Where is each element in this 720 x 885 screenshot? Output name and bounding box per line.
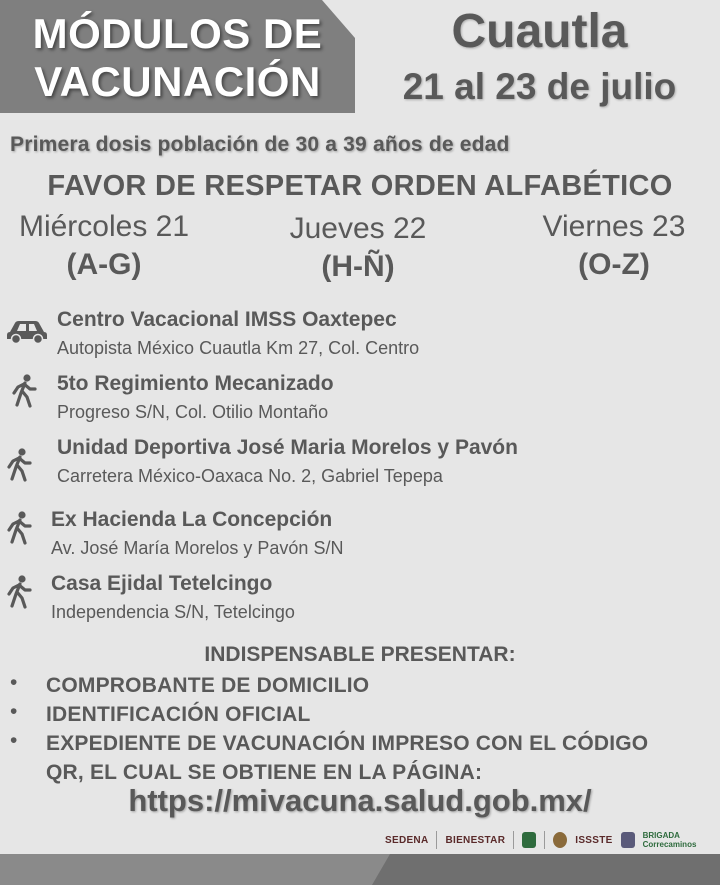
city-title: Cuautla: [451, 5, 628, 58]
state-logo-icon: [621, 832, 635, 848]
institution-logos: [385, 827, 720, 853]
vaccination-registry-link[interactable]: https://mivacuna.salud.gob.mx/: [128, 783, 592, 818]
site-item-regimiento: [0, 370, 720, 430]
list-item: [0, 671, 720, 700]
divider: [436, 831, 437, 849]
day-name: Miércoles 21: [18, 210, 190, 243]
crest-logo-icon: [553, 832, 567, 848]
site-name: Unidad Deportiva José Maria Morelos y Pavón: [57, 436, 518, 459]
site-name: 5to Regimiento Mecanizado: [57, 372, 334, 395]
requirement-text: COMPROBANTE DE DOMICILIO: [46, 674, 370, 697]
letter-range: (O-Z): [578, 248, 650, 281]
target-population: Primera dosis población de 30 a 39 años de edad: [10, 133, 510, 156]
site-name: Centro Vacacional IMSS Oaxtepec: [57, 308, 397, 331]
list-item: [0, 729, 720, 787]
site-item-unidad-deportiva: [0, 434, 720, 494]
brigada-correcaminos-logo: [643, 831, 697, 849]
site-item-casa-ejidal: [0, 570, 720, 630]
day-name: Viernes 23: [542, 210, 686, 243]
imss-logo-icon: [522, 832, 536, 848]
site-item-ex-hacienda: [0, 506, 720, 566]
requirement-text: IDENTIFICACIÓN OFICIAL: [46, 703, 311, 726]
bullet: •: [10, 671, 18, 694]
date-range: 21 al 23 de julio: [402, 66, 677, 107]
alphabetical-order-notice: FAVOR DE RESPETAR ORDEN ALFABÉTICO: [47, 170, 673, 202]
car-icon: [6, 318, 48, 349]
sedena-logo: SEDENA: [385, 834, 429, 846]
correcaminos-label: Correcaminos: [642, 840, 697, 849]
divider: [544, 831, 545, 849]
site-name: Ex Hacienda La Concepción: [51, 508, 333, 531]
list-item: [0, 700, 720, 729]
requirement-text: EXPEDIENTE DE VACUNACIÓN IMPRESO CON EL CÓDIGO QR, EL CUAL SE OBTIENE EN LA PÁGINA:: [46, 732, 649, 784]
bienestar-logo: BIENESTAR: [445, 834, 506, 846]
day-column-thursday: [258, 212, 458, 284]
site-address: Independencia S/N, Tetelcingo: [51, 602, 295, 622]
divider: [513, 831, 514, 849]
walking-person-icon: [10, 374, 38, 413]
brigada-label: BRIGADA: [642, 831, 680, 840]
banner-title-line1: MÓDULOS DE: [32, 10, 323, 57]
requirements-list: [0, 671, 720, 787]
site-item-imss-oaxtepec: [0, 306, 720, 366]
issste-logo: ISSSTE: [575, 834, 613, 846]
walking-person-icon: [5, 511, 33, 550]
bullet: •: [10, 729, 18, 752]
requirements-title: INDISPENSABLE PRESENTAR:: [204, 643, 516, 666]
site-name: Casa Ejidal Tetelcingo: [51, 572, 273, 595]
walking-person-icon: [5, 575, 33, 614]
banner-title-line2: VACUNACIÓN: [34, 58, 321, 105]
letter-range: (H-Ñ): [321, 250, 395, 283]
site-address: Autopista México Cuautla Km 27, Col. Centro: [57, 338, 420, 358]
site-address: Carretera México-Oaxaca No. 2, Gabriel Tepepa: [57, 466, 443, 486]
bullet: •: [10, 700, 18, 723]
footer-band-dark: [372, 854, 720, 885]
day-name: Jueves 22: [289, 212, 427, 245]
site-address: Av. José María Morelos y Pavón S/N: [51, 538, 344, 558]
site-address: Progreso S/N, Col. Otilio Montaño: [57, 402, 329, 422]
day-column-wednesday: [4, 210, 204, 282]
walking-person-icon: [5, 448, 33, 487]
day-column-friday: [514, 210, 714, 282]
letter-range: (A-G): [66, 248, 142, 281]
